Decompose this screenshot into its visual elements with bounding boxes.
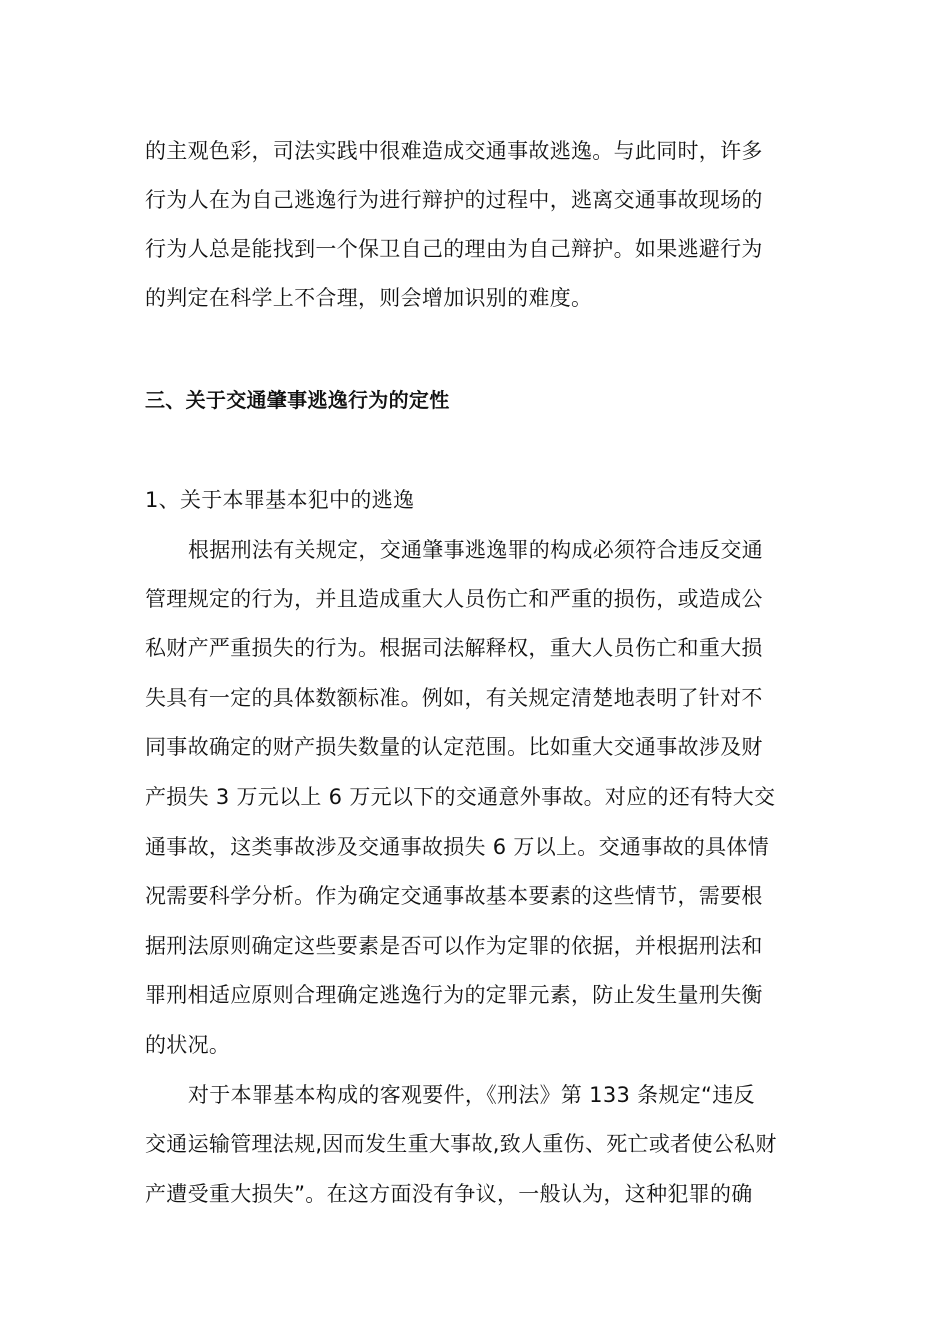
text-line: 据刑法原则确定这些要素是否可以作为定罪的依据，并根据刑法和	[145, 934, 763, 958]
text-line: 对于本罪基本构成的客观要件，《刑法》第 133 条规定“违反	[188, 1083, 755, 1107]
text-line: 行为人在为自己逃逸行为进行辩护的过程中，逃离交通事故现场的	[145, 188, 763, 212]
text-line: 根据刑法有关规定，交通肇事逃逸罪的构成必须符合违反交通	[188, 538, 764, 562]
text-line: 交通运输管理法规,因而发生重大事故,致人重伤、死亡或者使公私财	[145, 1132, 777, 1156]
text-line: 罪刑相适应原则合理确定逃逸行为的定罪元素，防止发生量刑失衡	[145, 983, 763, 1007]
text-line: 私财产严重损失的行为。根据司法解释权，重大人员伤亡和重大损	[145, 636, 763, 660]
text-line: 的状况。	[145, 1033, 231, 1057]
text-line: 的主观色彩，司法实践中很难造成交通事故逃逸。与此同时，许多	[145, 139, 763, 163]
text-line: 行为人总是能找到一个保卫自己的理由为自己辩护。如果逃避行为	[145, 237, 763, 261]
text-line: 通事故，这类事故涉及交通事故损失 6 万以上。交通事故的具体情	[145, 835, 770, 859]
text-line: 的判定在科学上不合理，则会增加识别的难度。	[145, 286, 593, 310]
text-line: 同事故确定的财产损失数量的认定范围。比如重大交通事故涉及财	[145, 735, 763, 759]
text-line: 失具有一定的具体数额标准。例如，有关规定清楚地表明了针对不	[145, 686, 763, 710]
text-line: 管理规定的行为，并且造成重大人员伤亡和严重的损伤，或造成公	[145, 587, 763, 611]
text-line: 产损失 3 万元以上 6 万元以下的交通意外事故。对应的还有特大交	[145, 785, 776, 809]
text-line: 产遭受重大损失”。在这方面没有争议，一般认为，这种犯罪的确	[145, 1182, 753, 1206]
subheading: 1、关于本罪基本犯中的逃逸	[145, 488, 415, 512]
text-line: 况需要科学分析。作为确定交通事故基本要素的这些情节，需要根	[145, 884, 763, 908]
section-heading: 三、关于交通肇事逃逸行为的定性	[145, 388, 450, 412]
